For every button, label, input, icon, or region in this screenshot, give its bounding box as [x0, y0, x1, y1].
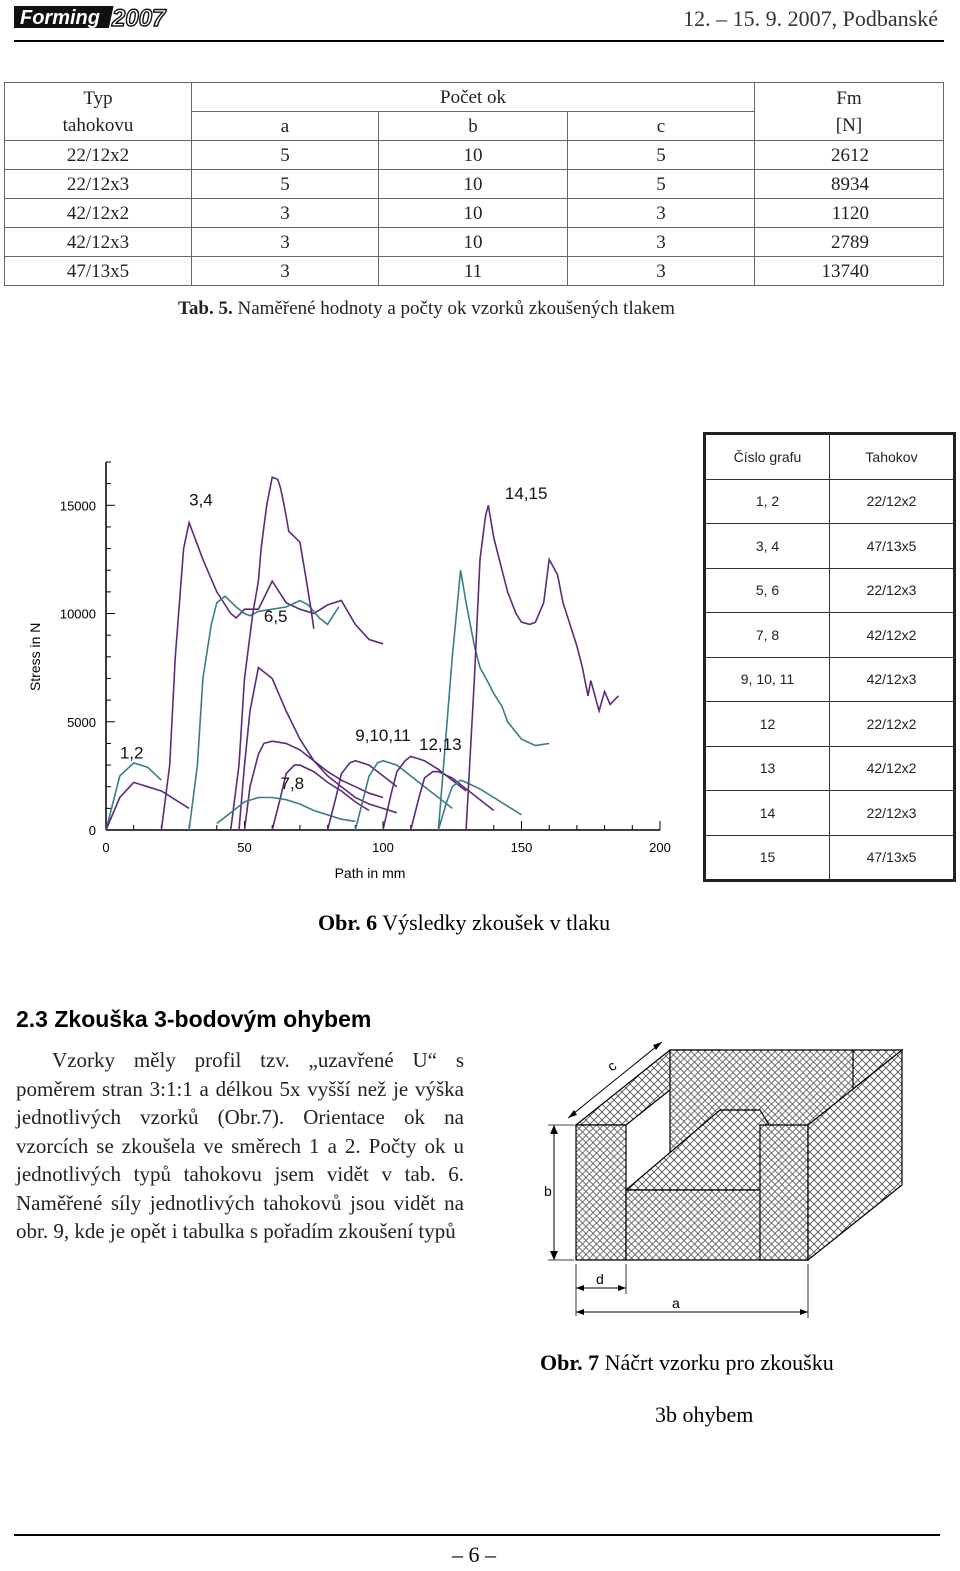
cell-fm: 2789 — [755, 228, 944, 257]
legend-col-type: Tahokov — [830, 434, 955, 480]
series-line — [189, 596, 339, 830]
forming-logo — [14, 4, 184, 34]
table5-caption — [178, 298, 675, 320]
dim-label-b: b — [544, 1183, 552, 1199]
table-row — [5, 228, 944, 257]
cell-c: 5 — [568, 170, 755, 199]
legend-graph: 12 — [705, 702, 830, 747]
col-type-header: Typ tahokovu — [5, 83, 192, 141]
col-b-header: b — [379, 112, 568, 141]
legend-type: 42/12x2 — [830, 613, 955, 658]
cell-type: 42/12x2 — [5, 199, 192, 228]
legend-type: 47/13x5 — [830, 524, 955, 569]
series-line — [106, 763, 161, 830]
legend-row — [705, 613, 955, 658]
col-a-header: a — [192, 112, 379, 141]
curve-annotation: 1,2 — [119, 743, 144, 763]
series-line — [245, 741, 384, 830]
figure7-caption-text: Náčrt vzorku pro zkoušku — [604, 1350, 834, 1375]
legend-graph: 15 — [705, 835, 830, 881]
legend-graph: 9, 10, 11 — [705, 657, 830, 702]
section-paragraph — [16, 1046, 464, 1246]
measurement-table — [4, 82, 944, 286]
cell-b: 10 — [379, 228, 568, 257]
conference-dates: 12. – 15. 9. 2007, Podbanské — [683, 6, 938, 31]
curve-annotation: 14,15 — [504, 483, 548, 503]
paragraph-text: Vzorky měly profil tzv. „uzavřené U“ s poměrem stran 3:1:1 a délkou 5x vyšší než je výška jednotlivých vzorků (Obr.7). Orientace ok na vzorcích se zkoušela ve směrech 1 a 2. Počty ok u jednotlivých typů tahokovu jsem vidět v tab. 6. Naměřené síly jednotlivých tahokovů jsou vidět na obr. 9, kde je opět i tabulka s pořadím zkoušení typů — [16, 1048, 464, 1243]
x-axis-label: Path in mm — [334, 865, 406, 881]
x-tick-label: 150 — [510, 840, 533, 855]
legend-row — [705, 791, 955, 836]
series-line — [328, 761, 397, 830]
cell-c: 3 — [568, 199, 755, 228]
legend-graph: 13 — [705, 746, 830, 791]
header-rule — [14, 40, 944, 42]
cell-a: 5 — [192, 170, 379, 199]
legend-row — [705, 479, 955, 524]
legend-row — [705, 657, 955, 702]
series-line — [438, 570, 549, 830]
dim-label-c: c — [603, 1057, 620, 1075]
table-row — [5, 141, 944, 170]
cell-a: 3 — [192, 257, 379, 286]
y-tick-label: 15000 — [59, 498, 96, 514]
curve-annotation: 7,8 — [280, 773, 305, 793]
curve-annotation: 6,5 — [263, 607, 288, 627]
legend-header-row — [705, 434, 955, 480]
series-line — [239, 668, 397, 830]
chart-axes — [27, 462, 671, 881]
x-tick-label: 100 — [372, 840, 394, 855]
y-tick-label: 5000 — [67, 714, 96, 730]
cell-b: 10 — [379, 170, 568, 199]
cell-type: 47/13x5 — [5, 257, 192, 286]
legend-type: 22/12x3 — [830, 568, 955, 613]
x-tick-label: 0 — [102, 840, 110, 855]
x-tick-label: 50 — [237, 840, 252, 855]
table-header-row — [5, 83, 944, 112]
series-line — [106, 782, 189, 830]
y-axis-label: Stress in N — [27, 622, 43, 692]
section-heading: 2.3 Zkouška 3-bodovým ohybem — [16, 1006, 372, 1032]
cell-fm: 1120 — [755, 199, 944, 228]
front-left-wall — [576, 1125, 626, 1260]
legend-row — [705, 568, 955, 613]
y-tick-label: 0 — [88, 823, 96, 838]
svg-text:Forming: Forming — [20, 7, 100, 29]
table-row — [5, 257, 944, 286]
legend-type: 22/12x2 — [830, 479, 955, 524]
cell-c: 3 — [568, 257, 755, 286]
figure6-caption-label: Obr. 6 — [318, 910, 378, 935]
table-row — [5, 170, 944, 199]
figure6-caption-text: Výsledky zkoušek v tlaku — [382, 910, 611, 935]
page-number: – 6 – — [452, 1542, 496, 1567]
legend-graph: 5, 6 — [705, 568, 830, 613]
series-line — [383, 756, 466, 830]
curve-annotation: 3,4 — [189, 490, 213, 510]
figure7-caption-label: Obr. 7 — [540, 1350, 600, 1375]
legend-row — [705, 835, 955, 881]
curve-annotation: 12,13 — [419, 734, 462, 754]
cell-type: 42/12x3 — [5, 228, 192, 257]
legend-type: 22/12x2 — [830, 702, 955, 747]
cell-b: 10 — [379, 141, 568, 170]
legend-type: 42/12x2 — [830, 746, 955, 791]
footer-rule — [14, 1534, 940, 1536]
stress-path-chart — [20, 450, 690, 890]
table-row — [5, 199, 944, 228]
cell-c: 3 — [568, 228, 755, 257]
y-tick-label: 10000 — [59, 606, 96, 622]
col-count-header: Počet ok — [192, 83, 755, 112]
cell-a: 5 — [192, 141, 379, 170]
front-right-wall — [760, 1125, 808, 1260]
table5-caption-text: Naměřené hodnoty a počty ok vzorků zkoušených tlakem — [237, 298, 675, 319]
figure7-caption-line2: 3b ohybem — [655, 1402, 754, 1427]
figure6-caption — [318, 910, 610, 936]
legend-col-graph: Číslo grafu — [705, 434, 830, 480]
series-line — [466, 505, 618, 830]
legend-graph: 7, 8 — [705, 613, 830, 658]
cell-fm: 8934 — [755, 170, 944, 199]
dim-label-a: a — [672, 1295, 680, 1311]
cell-type: 22/12x2 — [5, 141, 192, 170]
cell-c: 5 — [568, 141, 755, 170]
col-fm-header: Fm [N] — [755, 83, 944, 141]
legend-row — [705, 524, 955, 569]
u-profile-sketch — [530, 1020, 950, 1350]
cell-a: 3 — [192, 199, 379, 228]
legend-graph: 3, 4 — [705, 524, 830, 569]
cell-a: 3 — [192, 228, 379, 257]
cell-b: 10 — [379, 199, 568, 228]
cell-fm: 2612 — [755, 141, 944, 170]
legend-row — [705, 702, 955, 747]
legend-type: 47/13x5 — [830, 835, 955, 881]
x-tick-label: 200 — [649, 840, 671, 855]
cell-b: 11 — [379, 257, 568, 286]
col-c-header: c — [568, 112, 755, 141]
legend-type: 42/12x3 — [830, 657, 955, 702]
legend-graph: 1, 2 — [705, 479, 830, 524]
series-line — [438, 780, 521, 830]
legend-type: 22/12x3 — [830, 791, 955, 836]
table5-caption-label: Tab. 5. — [178, 298, 233, 319]
legend-graph: 14 — [705, 791, 830, 836]
dim-label-d: d — [596, 1271, 604, 1287]
cell-type: 22/12x3 — [5, 170, 192, 199]
graph-legend-table — [703, 432, 956, 882]
chart-lines — [106, 477, 619, 830]
svg-text:2007: 2007 — [112, 5, 166, 32]
legend-row — [705, 746, 955, 791]
figure7-caption — [540, 1350, 834, 1376]
curve-annotation: 9,10,11 — [355, 726, 411, 746]
cell-fm: 13740 — [755, 257, 944, 286]
